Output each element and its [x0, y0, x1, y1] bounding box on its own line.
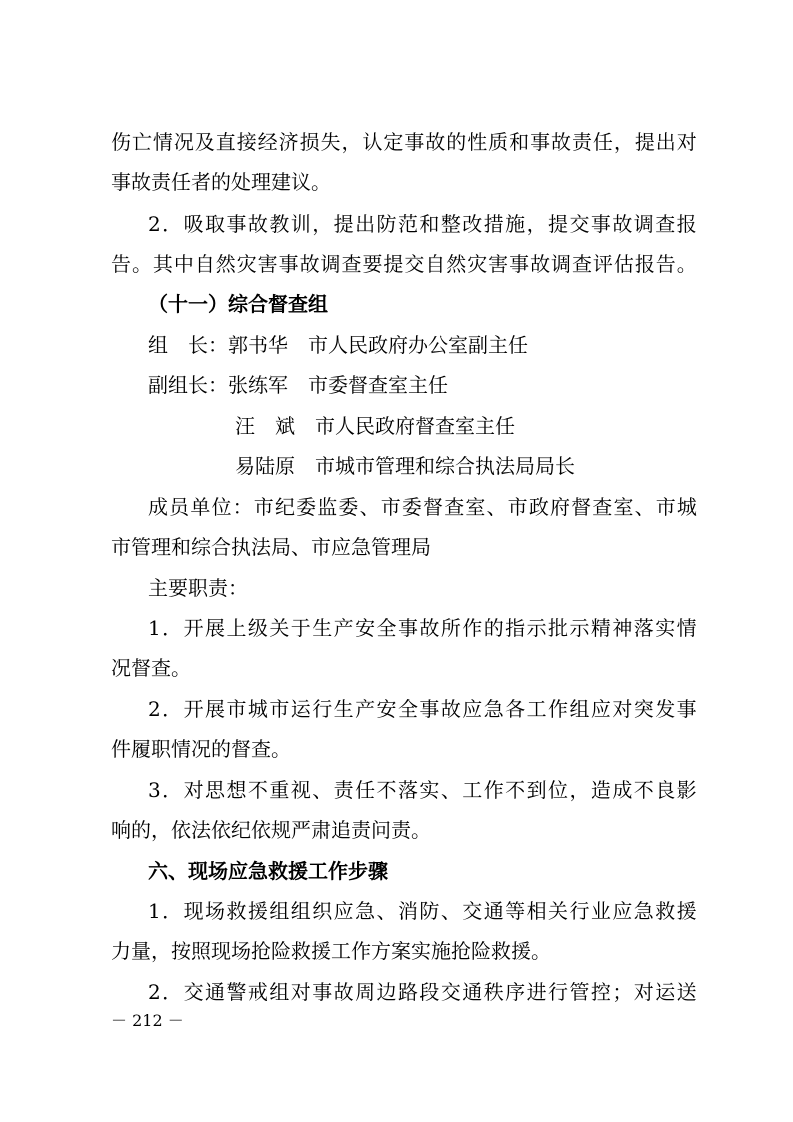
paragraph-line: 告 。 其 中 自 然 灾 害 事 故 调 查 要 提 交 自 然 灾 害 事 故 调 查 评 估 报 告 。 — [111, 252, 697, 276]
paragraph-line: 2 ． 吸 取 事 故 教 训 ， 提 出 防 范 和 整 改 措 施 ， 提 交 事 故 调 查 报 — [148, 212, 697, 236]
paragraph-line: 成 员 单 位 ： 市 纪 委 监 委 、 市 委 督 查 室 、 市 政 府 督 查 室 、 市 城 — [148, 495, 697, 519]
paragraph-line: 1 ． 现 场 救 援 组 组 织 应 急 、 消 防 、 交 通 等 相 关 行 业 应 急 救 援 — [148, 899, 697, 923]
paragraph-line: 响的，依法依纪依规严肃追责问责。 — [111, 818, 431, 842]
section-heading: （十一）综合督查组 — [148, 292, 328, 316]
paragraph-line: 件履职情况的督查。 — [111, 737, 291, 761]
paragraph-line: 伤 亡 情 况 及 直 接 经 济 损 失 ， 认 定 事 故 的 性 质 和 事 故 责 任 ， 提 出 对 — [111, 130, 697, 154]
paragraph-line: 2 ． 交 通 警 戒 组 对 事 故 周 边 路 段 交 通 秩 序 进 行 管 控 ； 对 运 送 — [148, 980, 697, 1004]
paragraph-line: 市管理和综合执法局、市应急管理局 — [111, 535, 431, 559]
paragraph-line: 力量，按照现场抢险救援工作方案实施抢险救援。 — [111, 939, 551, 963]
paragraph-line: 主要职责： — [148, 576, 248, 600]
paragraph-line: 事故责任者的处理建议。 — [111, 170, 331, 194]
paragraph-line: 况督查。 — [111, 656, 191, 680]
page-number: － 212 － — [111, 1011, 184, 1030]
member-line: 易陆原 市城市管理和综合执法局局长 — [235, 454, 575, 478]
member-line: 组 长：郭书华 市人民政府办公室副主任 — [148, 333, 528, 357]
member-line: 汪 斌 市人民政府督查室主任 — [235, 414, 515, 438]
paragraph-line: 1 ． 开 展 上 级 关 于 生 产 安 全 事 故 所 作 的 指 示 批 示 精 神 落 实 情 — [148, 616, 697, 640]
paragraph-line: 2 ． 开 展 市 城 市 运 行 生 产 安 全 事 故 应 急 各 工 作 组 应 对 突 发 事 — [148, 697, 697, 721]
paragraph-line: 3 ． 对 思 想 不 重 视 、 责 任 不 落 实 、 工 作 不 到 位 ， 造 成 不 良 影 — [148, 778, 697, 802]
member-line: 副组长：张练军 市委督查室主任 — [148, 373, 448, 397]
section-heading: 六、现场应急救援工作步骤 — [148, 859, 388, 883]
